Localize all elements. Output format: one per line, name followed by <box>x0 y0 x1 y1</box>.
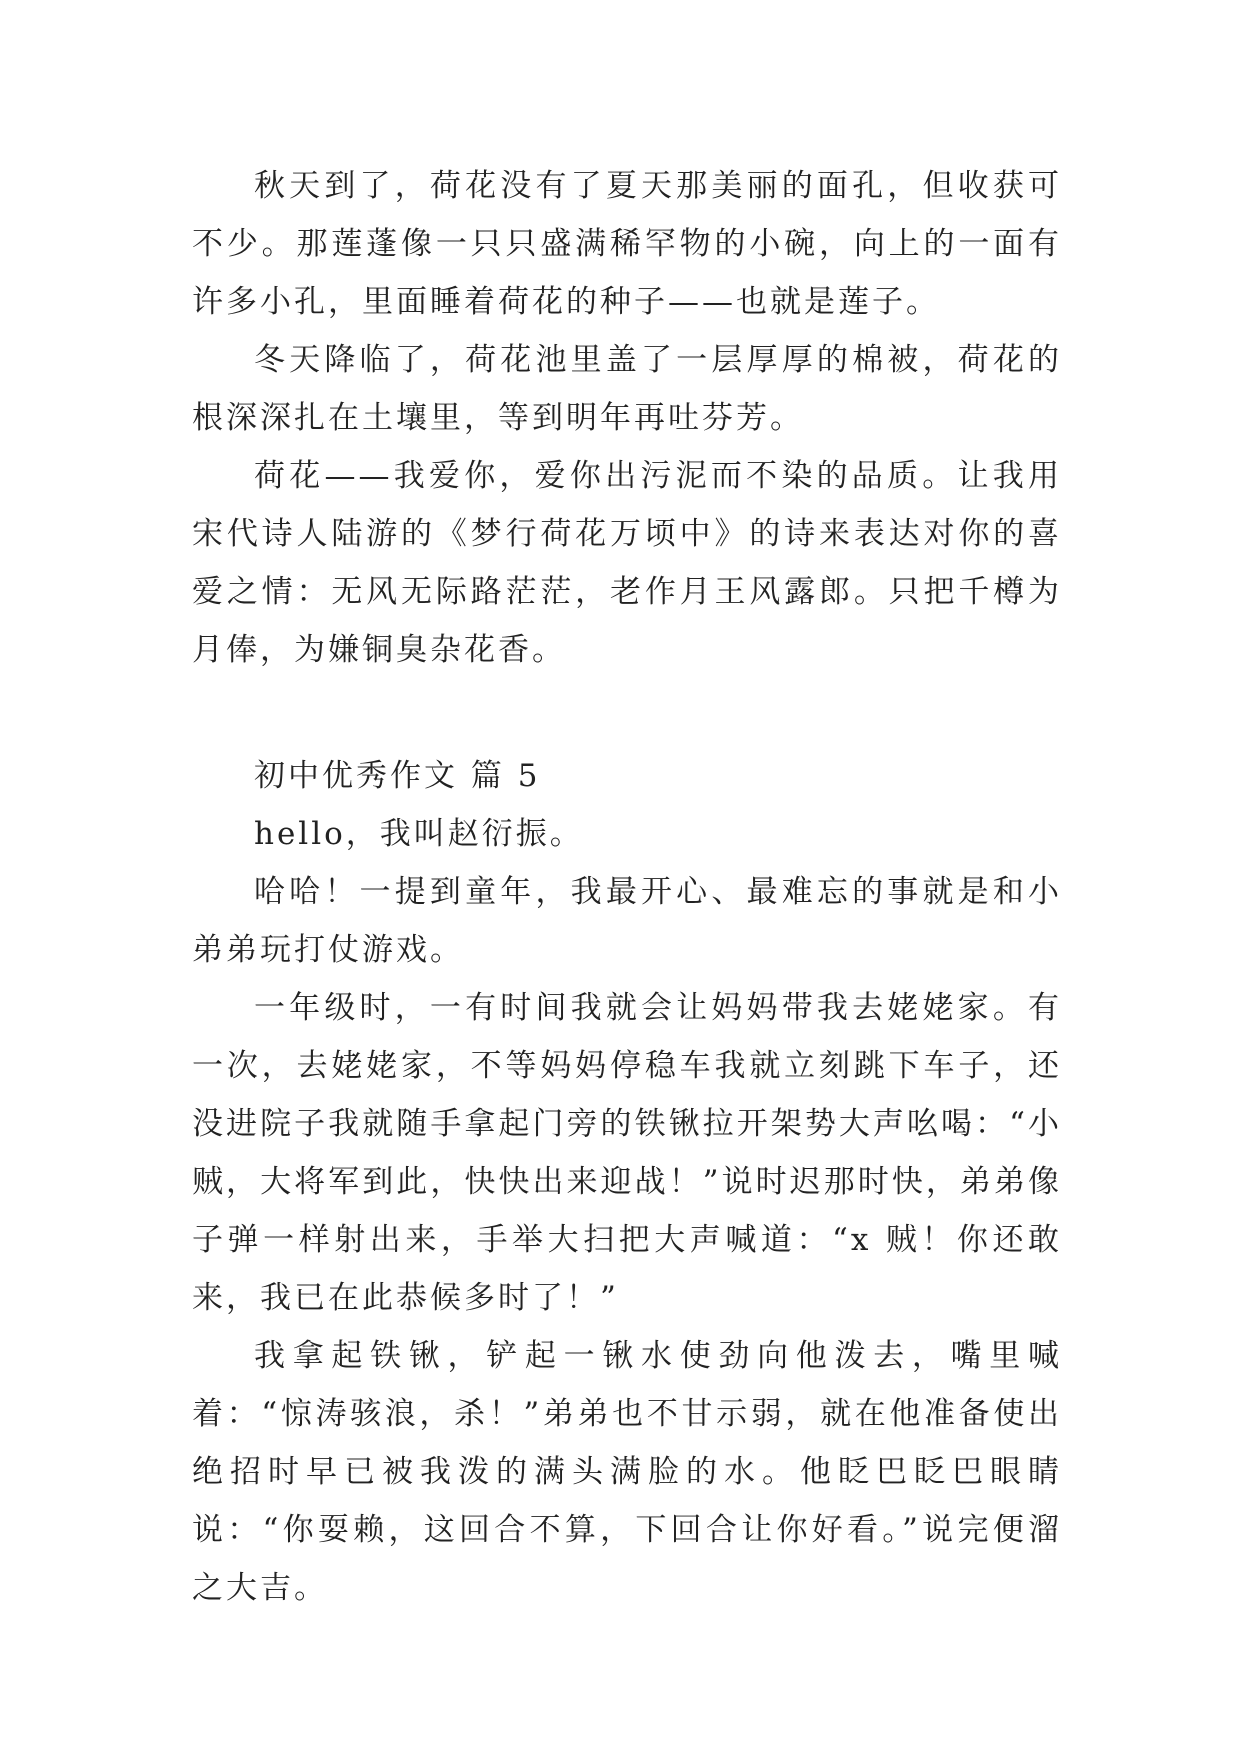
paragraph-autumn: 秋天到了，荷花没有了夏天那美丽的面孔，但收获可不少。那莲蓬像一只只盛满稀罕物的小碗，向上的一面有许多小孔，里面睡着荷花的种子——也就是莲子。 <box>192 168 1062 320</box>
essay-section-5 <box>192 747 1062 1617</box>
paragraph-winter: 冬天降临了，荷花池里盖了一层厚厚的棉被，荷花的根深深扎在土壤里，等到明年再吐芬芳。 <box>192 342 1062 436</box>
essay-section-autumn <box>192 157 1062 679</box>
paragraph-water-fight: 我拿起铁锹，铲起一锹水使劲向他泼去，嘴里喊着：“惊涛骇浪，杀！”弟弟也不甘示弱，就在他准备使出绝招时早已被我泼的满头满脸的水。他眨巴眨巴眼睛说：“你耍赖，这回合不算，下回合让你好看。”说完便溜之大吉。 <box>192 1338 1062 1606</box>
paragraph-intro: hello，我叫赵衍振。 <box>254 816 584 852</box>
paragraph-childhood: 哈哈！一提到童年，我最开心、最难忘的事就是和小弟弟玩打仗游戏。 <box>192 874 1062 968</box>
paragraph-grade-one: 一年级时，一有时间我就会让妈妈带我去姥姥家。有一次，去姥姥家，不等妈妈停稳车我就立刻跳下车子，还没进院子我就随手拿起门旁的铁锹拉开架势大声吆喝：“小贼，大将军到此，快快出来迎战！”说时迟那时快，弟弟像子弹一样射出来，手举大扫把大声喊道：“x 贼！你还敢来，我已在此恭候多时了！” <box>192 990 1062 1316</box>
paragraph-poem: 荷花——我爱你，爱你出污泥而不染的品质。让我用宋代诗人陆游的《梦行荷花万顷中》的诗来表达对你的喜爱之情：无风无际路茫茫，老作月王风露郎。只把千樽为月俸，为嫌铜臭杂花香。 <box>192 458 1062 668</box>
essay-title: 初中优秀作文 篇 5 <box>254 758 541 794</box>
